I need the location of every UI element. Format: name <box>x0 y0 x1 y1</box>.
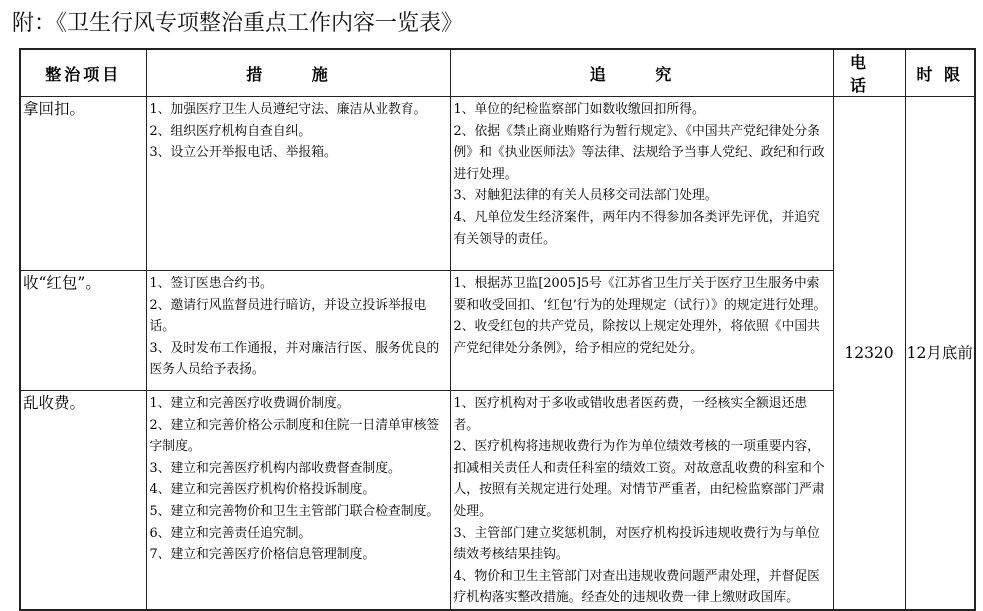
measure-line: 7、建立和完善医疗价格信息管理制度。 <box>149 547 376 563</box>
accountability-line: 2、收受红包的共产党员，除按以上规定处理外，将依照《中国共产党纪律处分条例》，给予相应的党纪处分。 <box>453 319 820 356</box>
measure-line: 4、建立和完善医疗机构价格投诉制度。 <box>149 482 376 498</box>
row-item: 拿回扣。 <box>20 97 146 271</box>
table-header-row <box>20 49 975 97</box>
rectification-table <box>19 48 976 611</box>
measure-line: 1、建立和完善医疗收费调价制度。 <box>149 396 350 411</box>
table-row <box>20 97 975 271</box>
table-row <box>20 391 975 610</box>
measure-line: 1、签订医患合约书。 <box>149 276 273 291</box>
header-deadline: 时 限 <box>905 49 975 97</box>
header-phone: 电话 <box>833 49 905 97</box>
row-measures <box>146 271 450 391</box>
accountability-line: 2、医疗机构将违规收费行为作为单位绩效考核的一项重要内容，扣减相关责任人和责任科室的绩效工资。对故意乱收费的科室和个人，按照有关规定进行处理。对情节严重者，由纪检监察部门严肃处理。 <box>453 439 825 519</box>
phone-cell: 12320 <box>833 97 905 610</box>
row-accountability <box>450 391 833 610</box>
accountability-line: 4、物价和卫生主管部门对查出违规收费问题严肃处理，并督促医疗机构落实整改措施。经查处的违规收费一律上缴财政国库。 <box>453 568 820 606</box>
row-item: 收“红包”。 <box>20 271 146 391</box>
measure-line: 5、建立和完善物价和卫生主管部门联合检查制度。 <box>149 503 440 519</box>
measure-line: 2、建立和完善价格公示制度和住院一日清单审核签字制度。 <box>149 417 440 455</box>
accountability-line: 1、医疗机构对于多收或错收患者医药费，一经核实全额退还患者。 <box>453 396 808 433</box>
accountability-line: 3、主管部门建立奖惩机制，对医疗机构投诉违规收费行为与单位绩效考核结果挂钩。 <box>453 525 820 563</box>
page-title: 附：《卫生行风专项整治重点工作内容一览表》 <box>12 11 464 36</box>
row-measures <box>146 391 450 610</box>
table-row <box>20 271 975 391</box>
header-measures: 措 施 <box>146 49 450 97</box>
measure-line: 6、建立和完善责任追究制。 <box>149 525 312 541</box>
measure-line: 2、组织医疗机构自查自纠。 <box>149 123 312 139</box>
measure-line: 3、设立公开举报电话、举报箱。 <box>149 145 337 161</box>
row-item: 乱收费。 <box>20 391 146 610</box>
header-item: 整治项目 <box>20 49 146 97</box>
measure-line: 3、建立和完善医疗机构内部收费督查制度。 <box>149 460 401 476</box>
row-accountability <box>450 271 833 391</box>
accountability-line: 2、依据《禁止商业贿赂行为暂行规定》、《中国共产党纪律处分条例》和《执业医师法》等法律、法规给予当事人党纪、政纪和行政进行处理。 <box>453 123 825 182</box>
measure-line: 1、加强医疗卫生人员遵纪守法、廉洁从业教育。 <box>149 102 427 117</box>
row-measures <box>146 97 450 271</box>
accountability-line: 4、凡单位发生经济案件，两年内不得参加各类评先评优，并追究有关领导的责任。 <box>453 209 820 247</box>
accountability-line: 1、单位的纪检监察部门如数收缴回扣所得。 <box>453 102 705 117</box>
row-accountability <box>450 97 833 271</box>
header-accountability: 追 究 <box>450 49 833 97</box>
deadline-cell: 12月底前 <box>905 97 975 610</box>
accountability-line: 1、根据苏卫监[2005]5号《江苏省卫生厅关于医疗卫生服务中索要和收受回扣、‘红包’行为的处理规定（试行）》的规定进行处理。 <box>453 276 827 313</box>
measure-line: 2、邀请行风监督员进行暗访，并设立投诉举报电话。 <box>149 297 427 335</box>
accountability-line: 3、对触犯法律的有关人员移交司法部门处理。 <box>453 188 718 204</box>
measure-line: 3、及时发布工作通报，并对廉洁行医、服务优良的医务人员给予表扬。 <box>149 340 440 378</box>
